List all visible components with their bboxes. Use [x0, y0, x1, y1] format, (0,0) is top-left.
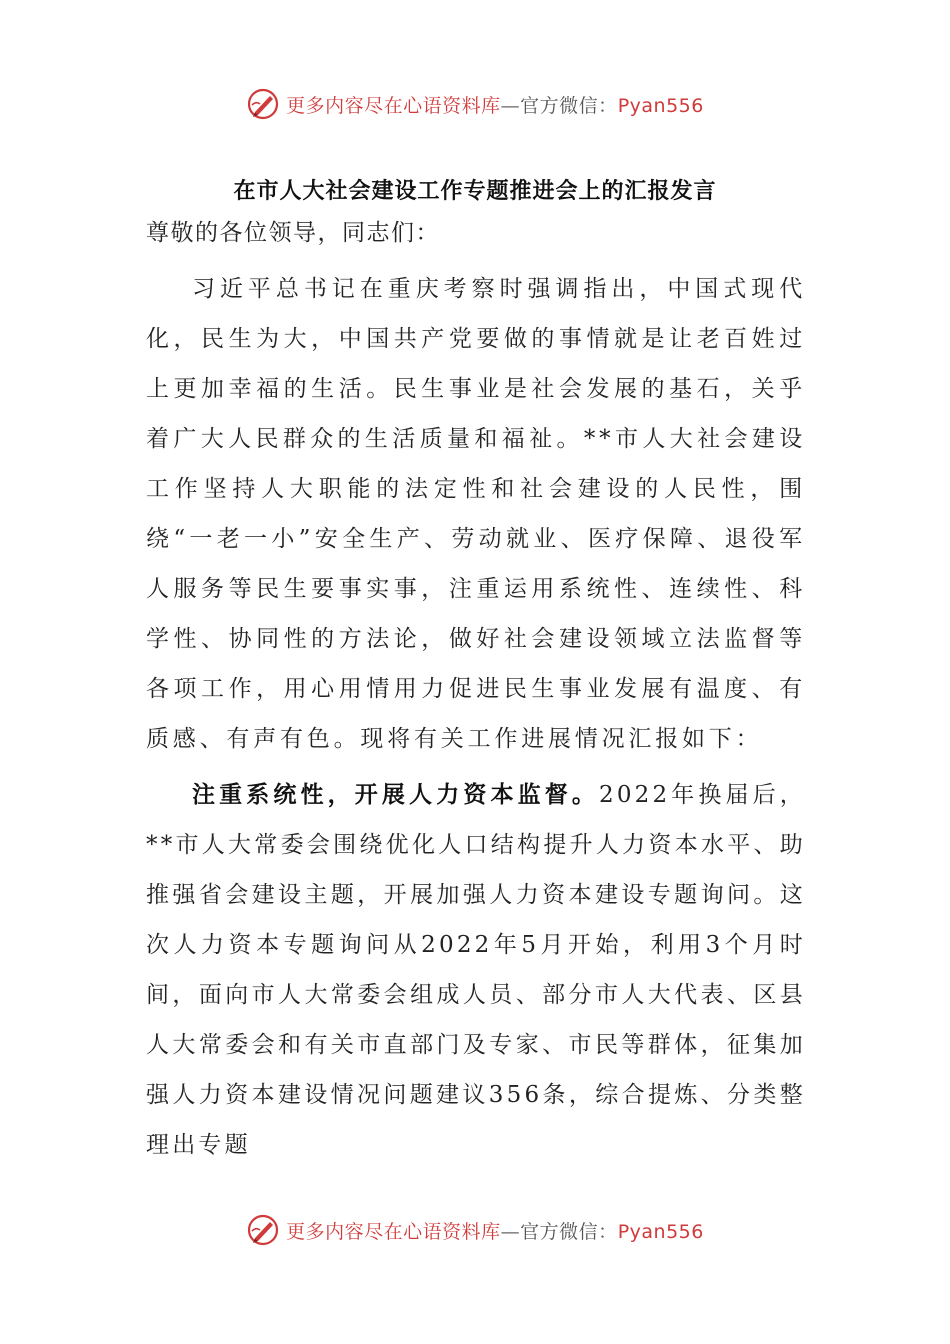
watermark-wechat-label: 官方微信：: [520, 1220, 618, 1243]
paragraph-2-text: 2022年换届后，**市人大常委会围绕优化人口结构提升人力资本水平、助推强省会建设主题，开展加强人力资本建设专题询问。这次人力资本专题询问从2022年5月开始，利用3个月时间，面向市人大常委会组成人员、部分市人大代表、区县人大常委会和有关市直部门及专家、市民等群体，征集加强人力资本建设情况问题建议356条，综合提炼、分类整理出专题: [146, 782, 806, 1158]
paragraph-2: [146, 770, 806, 1170]
watermark-text: [286, 1217, 704, 1244]
watermark-separator: —: [500, 1220, 521, 1243]
watermark-banner-top: [0, 84, 950, 124]
salutation: 尊敬的各位领导，同志们：: [146, 220, 440, 246]
document-title: 在市人大社会建设工作专题推进会上的汇报发言: [233, 178, 717, 204]
watermark-text: [286, 91, 704, 118]
watermark-banner-bottom: [0, 1210, 950, 1250]
watermark-wechat-id: Pyan556: [617, 94, 704, 117]
watermark-library-name: 更多内容尽在心语资料库: [286, 94, 501, 117]
paragraph-1: [146, 264, 806, 764]
paragraph-2-lead: 注重系统性，开展人力资本监督。: [192, 781, 599, 808]
watermark-separator: —: [500, 94, 521, 117]
document-body: [146, 208, 806, 1176]
pen-logo-icon: [246, 87, 280, 121]
pen-logo-icon: [246, 1213, 280, 1247]
watermark-wechat-label: 官方微信：: [520, 94, 618, 117]
watermark-library-name: 更多内容尽在心语资料库: [286, 1220, 501, 1243]
watermark-wechat-id: Pyan556: [617, 1220, 704, 1243]
paragraph-1-text: 习近平总书记在重庆考察时强调指出，中国式现代化，民生为大，中国共产党要做的事情就是让老百姓过上更加幸福的生活。民生事业是社会发展的基石，关乎着广大人民群众的生活质量和福祉。**市人大社会建设工作坚持人大职能的法定性和社会建设的人民性，围绕“一老一小”安全生产、劳动就业、医疗保障、退役军人服务等民生要事实事，注重运用系统性、连续性、科学性、协同性的方法论，做好社会建设领域立法监督等各项工作，用心用情用力促进民生事业发展有温度、有质感、有声有色。现将有关工作进展情况汇报如下：: [146, 276, 806, 752]
